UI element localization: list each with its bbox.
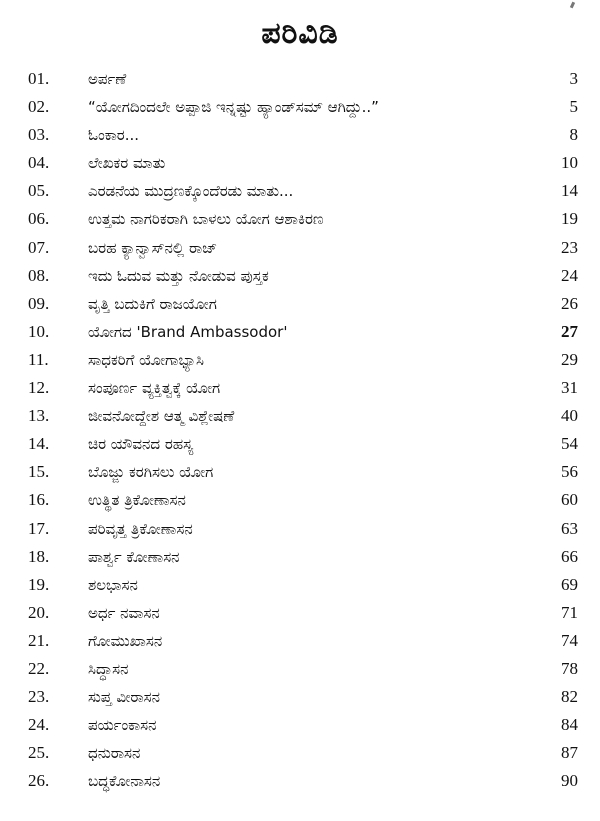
- toc-row: [0, 318, 600, 346]
- toc-row: [0, 177, 600, 205]
- toc-row: [0, 290, 600, 318]
- toc-number: 10.: [28, 321, 50, 341]
- toc-row: [0, 683, 600, 711]
- toc-number: 23.: [28, 687, 50, 707]
- toc-row: [0, 374, 600, 402]
- toc-row: [0, 346, 600, 374]
- toc-number: 24.: [28, 715, 50, 735]
- toc-page-number: 5: [569, 97, 578, 117]
- toc-title: ಅರ್ಪಣೆ: [88, 70, 127, 88]
- toc-page-number: 3: [569, 69, 578, 88]
- toc-row: [0, 121, 600, 149]
- toc-number: 07.: [28, 237, 50, 257]
- toc-page-number: 71: [561, 602, 578, 622]
- toc-title: “ಯೋಗದಿಂದಲೇ ಅಪ್ಪಾಜಿ ಇನ್ನಷ್ಟು ಹ್ಯಾಂಡ್‌ಸಮ್ ಆಗಿದ್ದು..”: [88, 98, 379, 117]
- toc-number: 16.: [28, 490, 50, 510]
- toc-number: 11.: [28, 349, 49, 369]
- toc-page-number: 54: [561, 434, 578, 454]
- toc-title: ಸಾಧಕರಿಗೆ ಯೋಗಾಭ್ಯಾಸಿ: [88, 350, 205, 369]
- toc-page-number: 84: [561, 715, 578, 735]
- page-title: ಪರಿವಿಡಿ: [261, 16, 339, 51]
- toc-page-number: 56: [561, 462, 578, 482]
- toc-title: ಬೊಜ್ಜು ಕರಗಿಸಲು ಯೋಗ: [88, 463, 214, 482]
- table-of-contents: [0, 65, 600, 795]
- toc-title: ಓಂಕಾರ...: [88, 126, 140, 145]
- toc-number: 03.: [28, 125, 50, 145]
- toc-page-number: 31: [561, 378, 578, 398]
- toc-title: ಲೇಖಕರ ಮಾತು: [88, 154, 166, 173]
- toc-number: 09.: [28, 293, 50, 313]
- toc-number: 25.: [28, 743, 50, 763]
- toc-row: [0, 486, 600, 514]
- toc-title: ಎರಡನೆಯ ಮುದ್ರಣಕ್ಕೊಂದೆರಡು ಮಾತು...: [88, 182, 294, 201]
- toc-number: 20.: [28, 602, 50, 622]
- toc-number: 06.: [28, 209, 50, 229]
- toc-title: ಸಂಪೂರ್ಣ ವ್ಯಕ್ತಿತ್ವಕ್ಕೆ ಯೋಗ: [88, 379, 221, 398]
- toc-title: ಯೋಗದ 'Brand Ambassodor': [88, 322, 288, 341]
- toc-title: ಗೋಮುಖಾಸನ: [88, 631, 163, 650]
- toc-page-number: 69: [561, 574, 578, 594]
- toc-page-number: 90: [561, 771, 578, 791]
- toc-title: ವೃತ್ತಿ ಬದುಕಿಗೆ ರಾಜಯೋಗ: [88, 294, 217, 313]
- toc-number: 12.: [28, 378, 50, 398]
- toc-number: 05.: [28, 181, 50, 201]
- toc-page-number: 87: [561, 743, 578, 763]
- toc-row: [0, 458, 600, 486]
- toc-page-number: 14: [561, 181, 578, 201]
- toc-title: ಪರಿವೃತ್ತ ತ್ರಿಕೋಣಾಸನ: [88, 519, 193, 538]
- toc-page-number: 78: [561, 658, 578, 678]
- toc-row: [0, 262, 600, 290]
- toc-page-number: 29: [561, 349, 578, 369]
- toc-number: 26.: [28, 771, 50, 791]
- toc-row: [0, 627, 600, 655]
- toc-title: ಪರ್ಯಂಕಾಸನ: [88, 716, 157, 735]
- toc-title: ಜೀವನೋದ್ದೇಶ ಆತ್ಮ ವಿಶ್ಲೇಷಣೆ: [88, 407, 235, 426]
- toc-row: [0, 571, 600, 599]
- toc-row: [0, 402, 600, 430]
- toc-title: ಬರಹ ಕ್ಯಾನ್ವಾಸ್‌ನಲ್ಲಿ ರಾಜ್: [88, 238, 218, 257]
- toc-page-number: 63: [561, 518, 578, 538]
- toc-page-number: 40: [561, 406, 578, 426]
- toc-title: ಉತ್ತಮ ನಾಗರಿಕರಾಗಿ ಬಾಳಲು ಯೋಗ ಆಶಾಕಿರಣ: [88, 210, 324, 229]
- toc-number: 19.: [28, 574, 50, 594]
- toc-number: 21.: [28, 630, 50, 650]
- toc-row: [0, 234, 600, 262]
- toc-number: 01.: [28, 69, 50, 88]
- toc-page-number: 24: [561, 265, 578, 285]
- toc-title: ಶಲಭಾಸನ: [88, 575, 138, 594]
- toc-page-number: 27: [561, 321, 578, 341]
- toc-number: 18.: [28, 546, 50, 566]
- toc-row: [0, 149, 600, 177]
- toc-title: ಚಿರ ಯೌವನದ ರಹಸ್ಯ: [88, 435, 194, 454]
- toc-number: 22.: [28, 658, 50, 678]
- page-corner-mark: [570, 2, 575, 9]
- toc-row: [0, 93, 600, 121]
- toc-number: 13.: [28, 406, 50, 426]
- toc-page-number: 74: [561, 630, 578, 650]
- toc-number: 15.: [28, 462, 50, 482]
- toc-page-number: 26: [561, 293, 578, 313]
- toc-title: ಅರ್ಧ ನವಾಸನ: [88, 603, 160, 622]
- toc-row: [0, 711, 600, 739]
- toc-row: [0, 655, 600, 683]
- toc-page-number: 8: [569, 125, 578, 145]
- toc-row: [0, 739, 600, 767]
- toc-row: [0, 515, 600, 543]
- toc-number: 17.: [28, 518, 50, 538]
- toc-page-number: 66: [561, 546, 578, 566]
- toc-number: 14.: [28, 434, 50, 454]
- toc-title: ಸುಪ್ತ ವೀರಾಸನ: [88, 688, 160, 707]
- toc-row: [0, 430, 600, 458]
- toc-row: [0, 767, 600, 795]
- toc-number: 02.: [28, 97, 50, 117]
- toc-row: [0, 599, 600, 627]
- toc-title: ಉತ್ಥಿತ ತ್ರಿಕೋಣಾಸನ: [88, 491, 186, 510]
- toc-page-number: 23: [561, 237, 578, 257]
- toc-number: 04.: [28, 153, 50, 173]
- toc-row: [0, 65, 600, 93]
- toc-row: [0, 543, 600, 571]
- toc-row: [0, 205, 600, 233]
- toc-title: ಬದ್ಧಕೋನಾಸನ: [88, 772, 161, 791]
- toc-title: ಧನುರಾಸನ: [88, 744, 141, 763]
- toc-title: ಪಾರ್ಶ್ವ ಕೋಣಾಸನ: [88, 547, 180, 566]
- toc-title: ಇದು ಓದುವ ಮತ್ತು ನೋಡುವ ಪುಸ್ತಕ: [88, 266, 269, 285]
- toc-title: ಸಿದ್ಧಾಸನ: [88, 659, 129, 678]
- toc-page-number: 10: [561, 153, 578, 173]
- toc-page-number: 19: [561, 209, 578, 229]
- toc-number: 08.: [28, 265, 50, 285]
- toc-page-number: 82: [561, 687, 578, 707]
- toc-page-number: 60: [561, 490, 578, 510]
